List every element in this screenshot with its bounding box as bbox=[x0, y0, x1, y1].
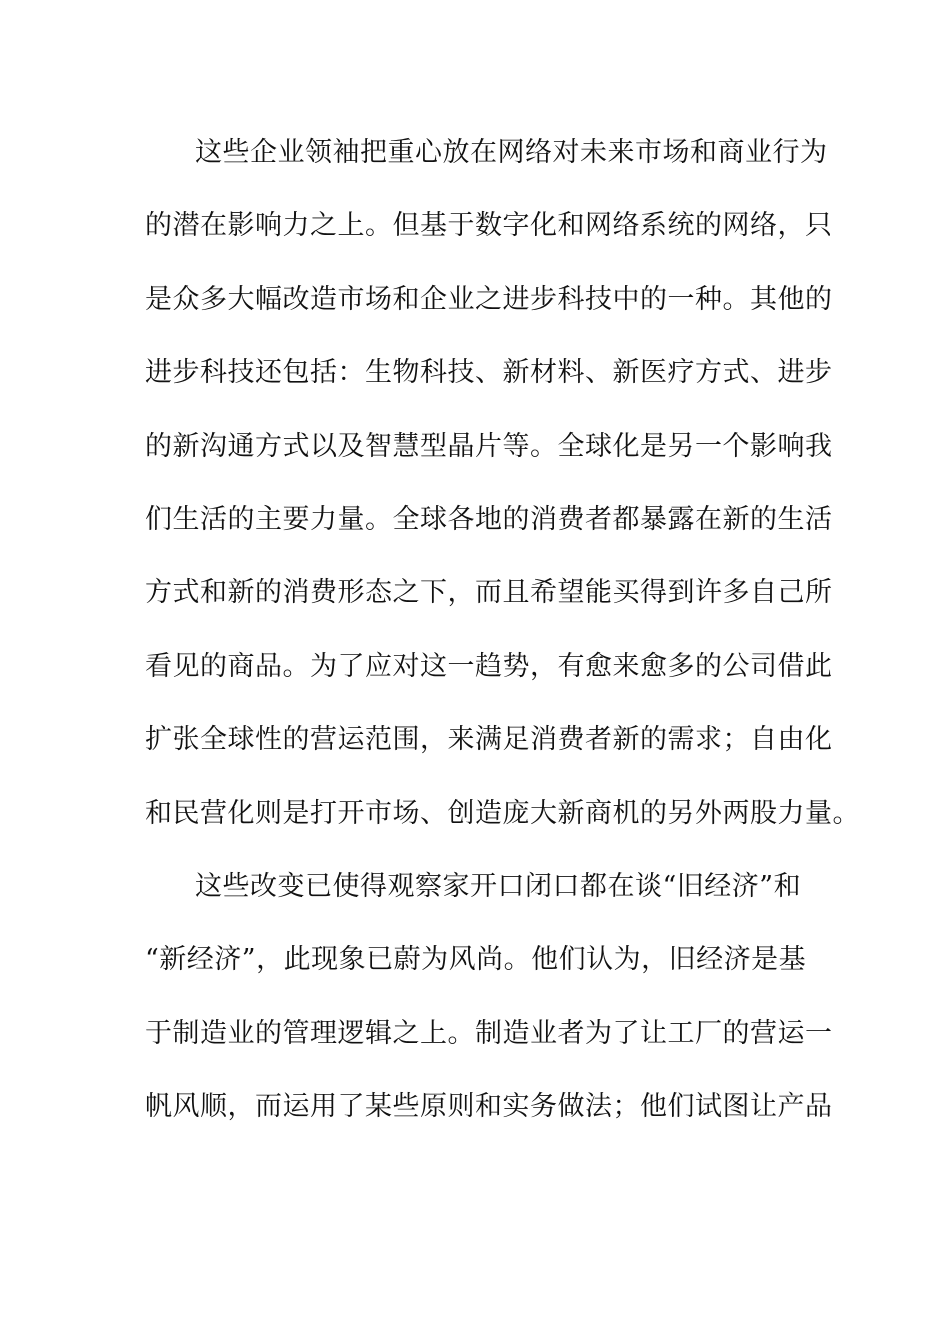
paragraph-1-line-9: 扩张全球性的营运范围，来满足消费者新的需求；自由化 bbox=[145, 724, 833, 756]
paragraph-2-line-1: 这些改变已使得观察家开口闭口都在谈“旧经济”和 bbox=[195, 870, 802, 902]
paragraph-1-line-3: 是众多大幅改造市场和企业之进步科技中的一种。其他的 bbox=[145, 283, 833, 315]
paragraph-1-line-10: 和民营化则是打开市场、创造庞大新商机的另外两股力量。 bbox=[145, 797, 860, 829]
paragraph-1-line-7: 方式和新的消费形态之下，而且希望能买得到许多自己所 bbox=[145, 577, 833, 609]
paragraph-2 bbox=[145, 860, 833, 1154]
paragraph-1-line-5: 的新沟通方式以及智慧型晶片等。全球化是另一个影响我 bbox=[145, 430, 833, 462]
paragraph-1 bbox=[145, 126, 860, 860]
paragraph-2-line-4: 帆风顺，而运用了某些原则和实务做法；他们试图让产品 bbox=[145, 1091, 833, 1123]
paragraph-1-line-1: 这些企业领袖把重心放在网络对未来市场和商业行为 bbox=[195, 137, 828, 168]
paragraph-1-line-4: 进步科技还包括：生物科技、新材料、新医疗方式、进步 bbox=[145, 357, 833, 389]
paragraph-1-line-8: 看见的商品。为了应对这一趋势，有愈来愈多的公司借此 bbox=[145, 650, 833, 682]
body-text bbox=[145, 126, 860, 1153]
paragraph-2-line-3: 于制造业的管理逻辑之上。制造业者为了让工厂的营运一 bbox=[145, 1017, 833, 1049]
paragraph-1-line-2: 的潜在影响力之上。但基于数字化和网络系统的网络，只 bbox=[145, 210, 833, 242]
paragraph-2-line-2: “新经济”，此现象已蔚为风尚。他们认为，旧经济是基 bbox=[145, 944, 807, 976]
paragraph-1-line-6: 们生活的主要力量。全球各地的消费者都暴露在新的生活 bbox=[145, 503, 833, 535]
